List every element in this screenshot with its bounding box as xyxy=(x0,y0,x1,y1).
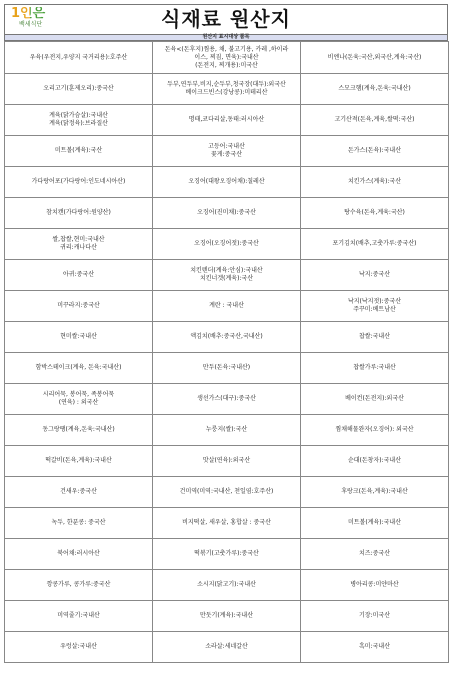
origin-entry: 액김치(배추:중국산,국내산) xyxy=(190,333,263,340)
table-cell xyxy=(301,539,449,570)
table-cell xyxy=(301,136,449,167)
origin-entry: 건미역(미역:국내산, 천일염:호주산) xyxy=(179,488,274,495)
table-row xyxy=(5,291,449,322)
table-cell xyxy=(153,167,301,198)
table-cell xyxy=(301,260,449,291)
origin-entry: 함박스테이크(계육, 돈육:국내산) xyxy=(35,364,122,371)
origin-entry: 만두(돈육:국내산) xyxy=(202,364,251,371)
origin-entry: 기장:미국산 xyxy=(358,612,390,619)
table-cell xyxy=(153,353,301,384)
origin-entry: 우렁살:국내산 xyxy=(60,643,97,650)
table-cell xyxy=(301,42,449,74)
table-cell xyxy=(301,229,449,260)
table-row xyxy=(5,384,449,415)
origin-entry: 명태,코다리살,동태:러시아산 xyxy=(188,116,265,123)
origin-entry: 이스, 찌짐, 면육):국내산 xyxy=(194,53,259,61)
origin-entry: 참치캔(가다랑어:원양산) xyxy=(46,209,111,216)
table-cell xyxy=(301,105,449,136)
origin-entry: 아귀:중국산 xyxy=(62,271,94,278)
origin-entry: 깡콩가루, 콩가루:중국산 xyxy=(46,581,111,588)
origin-entry: 오리고기(훈제오리):중국산 xyxy=(43,85,114,92)
table-cell xyxy=(5,508,153,539)
origin-entry: 후랑크(돈육,계육):국내산 xyxy=(341,488,408,495)
origin-entry: 찜채해물완자(오징어): 외국산 xyxy=(335,426,414,433)
table-cell xyxy=(5,632,153,663)
origin-entry: 낙지:중국산 xyxy=(358,271,390,278)
table-cell xyxy=(153,136,301,167)
origin-entry: 치킨너겟(계육):국산 xyxy=(199,275,254,282)
origin-entry: 주꾸미:베트남산 xyxy=(353,306,396,313)
table-cell xyxy=(153,291,301,322)
table-cell xyxy=(153,74,301,105)
logo-mark: 1인은 xyxy=(11,7,65,21)
table-row xyxy=(5,136,449,167)
table-cell xyxy=(153,42,301,74)
origin-table xyxy=(4,41,449,663)
table-cell xyxy=(5,229,153,260)
origin-entry: 누룽지(쌀):국산 xyxy=(205,426,248,433)
table-row xyxy=(5,632,449,663)
table-cell xyxy=(5,353,153,384)
origin-entry: 쌀,찹쌀,현미:국내산 xyxy=(52,236,105,243)
table-cell xyxy=(301,415,449,446)
table-cell xyxy=(153,446,301,477)
table-cell xyxy=(5,291,153,322)
origin-table-body xyxy=(5,42,449,663)
table-cell xyxy=(5,105,153,136)
origin-entry: 치킨텐더(계육:안심):국내산 xyxy=(190,267,263,274)
table-cell xyxy=(153,322,301,353)
origin-entry: 건새우:중국산 xyxy=(60,488,97,495)
table-cell xyxy=(5,42,153,74)
table-cell xyxy=(5,384,153,415)
table-row xyxy=(5,322,449,353)
origin-entry: 비엔나(돈육:국산,외국산,계육:국산) xyxy=(327,53,422,61)
table-cell xyxy=(153,198,301,229)
table-cell xyxy=(5,415,153,446)
origin-entry: 미트볼(계육):국내산 xyxy=(347,519,402,526)
table-cell xyxy=(5,539,153,570)
origin-entry: 병아리콩:미얀마산 xyxy=(350,581,399,588)
table-row xyxy=(5,446,449,477)
table-row xyxy=(5,477,449,508)
table-cell xyxy=(5,198,153,229)
table-cell xyxy=(5,446,153,477)
origin-entry: (연육) : 외국산 xyxy=(58,399,99,406)
table-cell xyxy=(301,384,449,415)
table-row xyxy=(5,260,449,291)
table-cell xyxy=(5,601,153,632)
origin-entry: 돈육<(돈후지)찜용, 채, 불고기용, 카레 ,하이라 xyxy=(164,45,289,53)
table-cell xyxy=(153,260,301,291)
origin-entry: 동그랑땡(계육,돈육:국내산) xyxy=(42,426,115,433)
origin-entry: 떡볶기(고춧가루):중국산 xyxy=(194,550,259,557)
table-row xyxy=(5,539,449,570)
origin-entry: 탕수육(돈육,계육:국산) xyxy=(344,209,405,216)
table-caption: 원산지 표시대상 품목 xyxy=(4,34,448,41)
table-cell xyxy=(153,477,301,508)
origin-entry: 우육(우전지,우양지 국거리용):호주산 xyxy=(29,53,128,61)
table-cell xyxy=(301,632,449,663)
origin-entry: 맛살(연육):외국산 xyxy=(202,457,251,464)
table-row xyxy=(5,198,449,229)
origin-entry: 가다랑어포(가다랑어:인도네시아산) xyxy=(31,178,126,185)
table-cell xyxy=(5,477,153,508)
table-cell xyxy=(153,601,301,632)
origin-entry: 소시지(닭고기):국내산 xyxy=(197,581,256,588)
table-row xyxy=(5,105,449,136)
table-row xyxy=(5,353,449,384)
origin-entry: 계육(닭정육):브라질산 xyxy=(49,120,108,127)
table-cell xyxy=(153,508,301,539)
origin-entry: 만둣기(계육):국내산 xyxy=(199,612,254,619)
page-title: 식재료 원산지 xyxy=(161,7,291,31)
table-row xyxy=(5,42,449,74)
origin-entry: 순대(돈창자):국내산 xyxy=(347,457,402,464)
table-cell xyxy=(5,167,153,198)
origin-entry: 고기산적(돈육,계육,쌀떡:국산) xyxy=(334,116,415,123)
table-cell xyxy=(301,508,449,539)
origin-entry: 치킨가스(계육):국산 xyxy=(347,178,402,185)
table-cell xyxy=(5,570,153,601)
origin-entry: 찹쌀가루:국내산 xyxy=(353,364,396,371)
table-row xyxy=(5,167,449,198)
origin-entry: 미역줄기:국내산 xyxy=(57,612,100,619)
table-cell xyxy=(153,539,301,570)
origin-entry: 북어채:러시아산 xyxy=(57,550,100,557)
table-cell xyxy=(5,260,153,291)
origin-entry: 미꾸라지:중국산 xyxy=(57,302,100,309)
origin-entry: 떡갈비(돈육,계육):국내산 xyxy=(45,457,112,464)
origin-entry: 치즈:중국산 xyxy=(358,550,390,557)
origin-entry: 미트볼(계육):국산 xyxy=(54,147,103,154)
origin-entry: 고등어:국내산 xyxy=(208,143,245,150)
origin-entry: 생선가스(대구):중국산 xyxy=(197,395,256,402)
origin-entry: 베이크드빈스(강낭콩):미테리산 xyxy=(185,89,268,96)
table-cell xyxy=(301,570,449,601)
origin-entry: 흑미:국내산 xyxy=(358,643,390,650)
table-cell xyxy=(301,446,449,477)
table-row xyxy=(5,601,449,632)
origin-entry: 낙지(낙지젓):중국산 xyxy=(347,298,402,305)
origin-entry: 귀리:캐나다산 xyxy=(60,244,97,251)
origin-entry: 찹쌀:국내산 xyxy=(358,333,390,340)
table-cell xyxy=(301,477,449,508)
table-cell xyxy=(301,167,449,198)
origin-entry: 소라살:세네갈산 xyxy=(205,643,248,650)
origin-entry: 현미쌀:국내산 xyxy=(60,333,97,340)
origin-entry: 녹두, 한푼콩: 중국산 xyxy=(51,519,106,526)
origin-entry: 돈가스(돈육):국내산 xyxy=(347,147,402,154)
table-cell xyxy=(153,570,301,601)
table-row xyxy=(5,74,449,105)
table-cell xyxy=(153,105,301,136)
origin-entry: 비지떡살, 새우살, 홍합살 : 중국산 xyxy=(182,519,271,526)
origin-entry: 두부,연두부,비지,순두부,청국장(대두):외국산 xyxy=(167,81,286,88)
origin-entry: 계육(닭가슴살):국내산 xyxy=(49,112,108,119)
table-cell xyxy=(5,322,153,353)
table-row xyxy=(5,570,449,601)
table-cell xyxy=(153,632,301,663)
table-cell xyxy=(153,229,301,260)
origin-entry: 시리어묵, 봉어묵, 족봉어묵 xyxy=(42,391,115,398)
origin-entry: 꽃게:중국산 xyxy=(210,151,242,158)
origin-entry: 베이컨(돈전지):외국산 xyxy=(345,395,404,402)
origin-entry: 오징어(진미채):중국산 xyxy=(197,209,256,216)
table-cell xyxy=(301,74,449,105)
table-row xyxy=(5,229,449,260)
origin-entry: 오징어(오징어젓):중국산 xyxy=(194,240,259,247)
table-cell xyxy=(301,353,449,384)
origin-entry: 계란 : 국내산 xyxy=(209,302,244,309)
table-cell xyxy=(301,198,449,229)
origin-entry: 포기김치(배추,고춧가루:중국산) xyxy=(332,240,417,247)
table-cell xyxy=(301,291,449,322)
table-cell xyxy=(301,601,449,632)
table-row xyxy=(5,415,449,446)
origin-entry: 오징어(대왕오징어채):칠레산 xyxy=(188,178,265,185)
table-cell xyxy=(5,74,153,105)
table-cell xyxy=(301,322,449,353)
table-row xyxy=(5,508,449,539)
table-cell xyxy=(153,415,301,446)
table-cell xyxy=(153,384,301,415)
origin-entry: 스모크햄(계육,돈육:국내산) xyxy=(338,85,411,92)
logo-subtitle: 백세식단 xyxy=(19,21,43,28)
origin-entry: (돈전지, 찌개용):미국산 xyxy=(195,61,258,69)
table-cell xyxy=(5,136,153,167)
document-header xyxy=(4,4,448,34)
